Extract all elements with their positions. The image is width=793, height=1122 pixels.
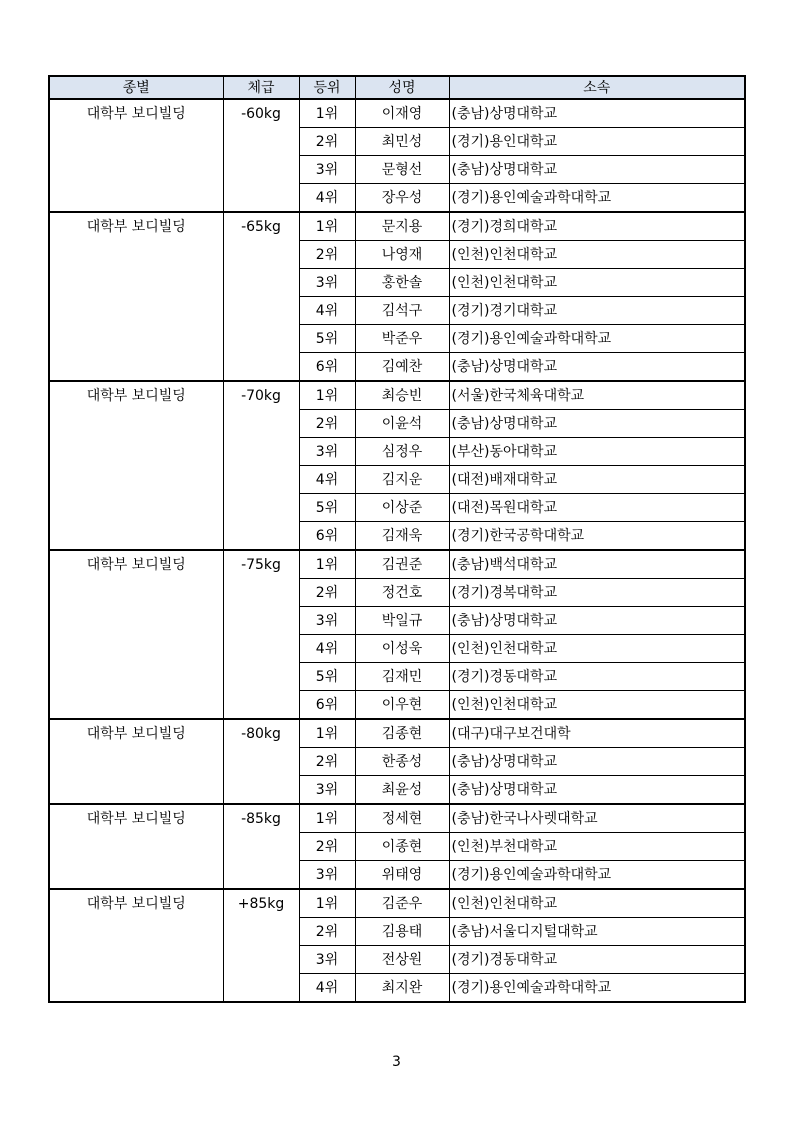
- rank-cell: 5위: [299, 325, 355, 353]
- affiliation-cell: (인천)인천대학교: [449, 241, 745, 269]
- name-cell: 장우성: [355, 184, 449, 213]
- rank-cell: 1위: [299, 889, 355, 918]
- name-cell: 이윤석: [355, 410, 449, 438]
- table-row: [49, 804, 745, 833]
- affiliation-cell: (경기)용인예술과학대학교: [449, 184, 745, 213]
- name-cell: 최윤성: [355, 776, 449, 805]
- rank-cell: 1위: [299, 804, 355, 833]
- affiliation-cell: (경기)용인예술과학대학교: [449, 861, 745, 890]
- table-header: [49, 76, 745, 99]
- affiliation-cell: (경기)한국공학대학교: [449, 522, 745, 551]
- table-row: [49, 381, 745, 410]
- rank-cell: 1위: [299, 719, 355, 748]
- header-affiliation: 소속: [449, 76, 745, 99]
- name-cell: 박일규: [355, 607, 449, 635]
- affiliation-cell: (인천)인천대학교: [449, 635, 745, 663]
- name-cell: 이상준: [355, 494, 449, 522]
- name-cell: 김권준: [355, 550, 449, 579]
- rank-cell: 1위: [299, 381, 355, 410]
- affiliation-cell: (인천)인천대학교: [449, 889, 745, 918]
- name-cell: 김준우: [355, 889, 449, 918]
- rank-cell: 5위: [299, 663, 355, 691]
- name-cell: 홍한솔: [355, 269, 449, 297]
- rank-cell: 4위: [299, 184, 355, 213]
- name-cell: 나영재: [355, 241, 449, 269]
- weight-class-group: [49, 889, 745, 1002]
- rank-cell: 2위: [299, 241, 355, 269]
- name-cell: 박준우: [355, 325, 449, 353]
- affiliation-cell: (인천)부천대학교: [449, 833, 745, 861]
- affiliation-cell: (충남)상명대학교: [449, 353, 745, 382]
- name-cell: 정건호: [355, 579, 449, 607]
- category-cell: 대학부 보디빌딩: [49, 212, 223, 381]
- rank-cell: 6위: [299, 353, 355, 382]
- affiliation-cell: (충남)서울디지털대학교: [449, 918, 745, 946]
- table-row: [49, 719, 745, 748]
- affiliation-cell: (경기)경기대학교: [449, 297, 745, 325]
- name-cell: 최민성: [355, 128, 449, 156]
- name-cell: 문형선: [355, 156, 449, 184]
- affiliation-cell: (인천)인천대학교: [449, 269, 745, 297]
- category-cell: 대학부 보디빌딩: [49, 889, 223, 1002]
- affiliation-cell: (대전)배재대학교: [449, 466, 745, 494]
- rank-cell: 1위: [299, 212, 355, 241]
- weight-class-cell: +85kg: [223, 889, 299, 1002]
- rank-cell: 5위: [299, 494, 355, 522]
- rank-cell: 3위: [299, 269, 355, 297]
- name-cell: 최승빈: [355, 381, 449, 410]
- affiliation-cell: (서울)한국체육대학교: [449, 381, 745, 410]
- name-cell: 김지운: [355, 466, 449, 494]
- header-category: 종별: [49, 76, 223, 99]
- name-cell: 김예찬: [355, 353, 449, 382]
- category-cell: 대학부 보디빌딩: [49, 550, 223, 719]
- name-cell: 문지용: [355, 212, 449, 241]
- rank-cell: 4위: [299, 974, 355, 1003]
- header-row: [49, 76, 745, 99]
- category-cell: 대학부 보디빌딩: [49, 99, 223, 212]
- weight-class-group: [49, 719, 745, 804]
- affiliation-cell: (충남)상명대학교: [449, 99, 745, 128]
- affiliation-cell: (경기)경복대학교: [449, 579, 745, 607]
- rank-cell: 1위: [299, 99, 355, 128]
- rank-cell: 2위: [299, 918, 355, 946]
- rank-cell: 2위: [299, 748, 355, 776]
- rank-cell: 3위: [299, 861, 355, 890]
- category-cell: 대학부 보디빌딩: [49, 381, 223, 550]
- rank-cell: 4위: [299, 297, 355, 325]
- weight-class-cell: -70kg: [223, 381, 299, 550]
- affiliation-cell: (경기)경희대학교: [449, 212, 745, 241]
- affiliation-cell: (충남)상명대학교: [449, 410, 745, 438]
- category-cell: 대학부 보디빌딩: [49, 719, 223, 804]
- name-cell: 전상원: [355, 946, 449, 974]
- table-row: [49, 550, 745, 579]
- header-weight-class: 체급: [223, 76, 299, 99]
- affiliation-cell: (충남)상명대학교: [449, 748, 745, 776]
- table-row: [49, 99, 745, 128]
- rank-cell: 4위: [299, 635, 355, 663]
- affiliation-cell: (인천)인천대학교: [449, 691, 745, 720]
- affiliation-cell: (충남)백석대학교: [449, 550, 745, 579]
- weight-class-group: [49, 99, 745, 212]
- weight-class-group: [49, 550, 745, 719]
- weight-class-group: [49, 212, 745, 381]
- rank-cell: 4위: [299, 466, 355, 494]
- header-rank: 등위: [299, 76, 355, 99]
- weight-class-group: [49, 804, 745, 889]
- results-table: [48, 75, 746, 1003]
- name-cell: 김용태: [355, 918, 449, 946]
- name-cell: 심정우: [355, 438, 449, 466]
- header-name: 성명: [355, 76, 449, 99]
- affiliation-cell: (경기)용인예술과학대학교: [449, 974, 745, 1003]
- name-cell: 이종현: [355, 833, 449, 861]
- weight-class-cell: -75kg: [223, 550, 299, 719]
- affiliation-cell: (경기)용인대학교: [449, 128, 745, 156]
- affiliation-cell: (부산)동아대학교: [449, 438, 745, 466]
- rank-cell: 6위: [299, 691, 355, 720]
- weight-class-cell: -85kg: [223, 804, 299, 889]
- affiliation-cell: (충남)상명대학교: [449, 156, 745, 184]
- weight-class-cell: -60kg: [223, 99, 299, 212]
- table-row: [49, 212, 745, 241]
- rank-cell: 3위: [299, 156, 355, 184]
- table-row: [49, 889, 745, 918]
- rank-cell: 2위: [299, 579, 355, 607]
- affiliation-cell: (경기)경동대학교: [449, 946, 745, 974]
- weight-class-cell: -80kg: [223, 719, 299, 804]
- name-cell: 김종현: [355, 719, 449, 748]
- affiliation-cell: (충남)한국나사렛대학교: [449, 804, 745, 833]
- name-cell: 정세현: [355, 804, 449, 833]
- affiliation-cell: (대전)목원대학교: [449, 494, 745, 522]
- rank-cell: 2위: [299, 410, 355, 438]
- affiliation-cell: (대구)대구보건대학: [449, 719, 745, 748]
- rank-cell: 1위: [299, 550, 355, 579]
- affiliation-cell: (경기)경동대학교: [449, 663, 745, 691]
- rank-cell: 3위: [299, 776, 355, 805]
- rank-cell: 2위: [299, 833, 355, 861]
- category-cell: 대학부 보디빌딩: [49, 804, 223, 889]
- name-cell: 이성욱: [355, 635, 449, 663]
- affiliation-cell: (충남)상명대학교: [449, 776, 745, 805]
- rank-cell: 6위: [299, 522, 355, 551]
- name-cell: 이재영: [355, 99, 449, 128]
- name-cell: 김재민: [355, 663, 449, 691]
- rank-cell: 3위: [299, 946, 355, 974]
- page-number: 3: [392, 1054, 401, 1070]
- rank-cell: 3위: [299, 607, 355, 635]
- name-cell: 한종성: [355, 748, 449, 776]
- name-cell: 김석구: [355, 297, 449, 325]
- name-cell: 김재욱: [355, 522, 449, 551]
- rank-cell: 2위: [299, 128, 355, 156]
- rank-cell: 3위: [299, 438, 355, 466]
- name-cell: 최지완: [355, 974, 449, 1003]
- name-cell: 위태영: [355, 861, 449, 890]
- weight-class-cell: -65kg: [223, 212, 299, 381]
- affiliation-cell: (경기)용인예술과학대학교: [449, 325, 745, 353]
- weight-class-group: [49, 381, 745, 550]
- name-cell: 이우현: [355, 691, 449, 720]
- affiliation-cell: (충남)상명대학교: [449, 607, 745, 635]
